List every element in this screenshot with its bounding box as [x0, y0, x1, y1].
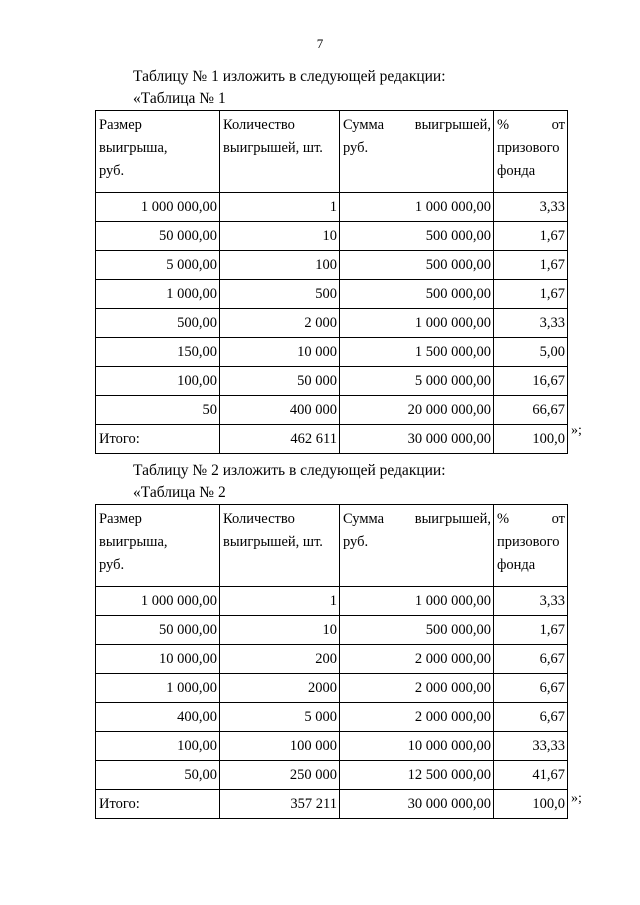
table1-header-percent: % от призового фонда	[494, 111, 568, 193]
table2-header-row	[96, 505, 568, 587]
page-number: 7	[316, 36, 324, 51]
table-row: 150,00 10 000 1 500 000,00 5,00	[96, 338, 568, 367]
table-row: 400,00 5 000 2 000 000,00 6,67	[96, 703, 568, 732]
table2-intro-line1: Таблицу № 2 изложить в следующей редакции:	[133, 462, 446, 479]
table1-closing-quote: »;	[571, 423, 582, 438]
table1-header-row	[96, 111, 568, 193]
table1-intro-line1: Таблицу № 1 изложить в следующей редакции:	[133, 68, 446, 85]
table1-intro	[133, 66, 446, 110]
table2	[95, 504, 568, 819]
table2-intro-line2: «Таблица № 2	[133, 484, 226, 501]
table1-header-size: Размер выигрыша, руб.	[96, 111, 220, 193]
table2-intro	[133, 460, 446, 504]
table-row: 50 400 000 20 000 000,00 66,67	[96, 396, 568, 425]
table-row: 1 000 000,00 1 1 000 000,00 3,33	[96, 193, 568, 222]
table1-header-sum: Сумма выигрышей, руб.	[340, 111, 494, 193]
table-row: 10 000,00 200 2 000 000,00 6,67	[96, 645, 568, 674]
table2-closing-quote: »;	[571, 791, 582, 806]
table-row: 500,00 2 000 1 000 000,00 3,33	[96, 309, 568, 338]
table1-total-row: Итого: 462 611 30 000 000,00 100,0	[96, 425, 568, 454]
table2-header-size: Размер выигрыша, руб.	[96, 505, 220, 587]
table-row: 50 000,00 10 500 000,00 1,67	[96, 616, 568, 645]
table2-header-count: Количество выигрышей, шт.	[220, 505, 340, 587]
table-row: 1 000 000,00 1 1 000 000,00 3,33	[96, 587, 568, 616]
table-row: 50 000,00 10 500 000,00 1,67	[96, 222, 568, 251]
table2-header-sum: Сумма выигрышей, руб.	[340, 505, 494, 587]
table1-header-count: Количество выигрышей, шт.	[220, 111, 340, 193]
table-row: 5 000,00 100 500 000,00 1,67	[96, 251, 568, 280]
table1	[95, 110, 568, 454]
table1-intro-line2: «Таблица № 1	[133, 90, 226, 107]
table-row: 100,00 50 000 5 000 000,00 16,67	[96, 367, 568, 396]
table2-header-percent: % от призового фонда	[494, 505, 568, 587]
table-row: 1 000,00 2000 2 000 000,00 6,67	[96, 674, 568, 703]
table-row: 100,00 100 000 10 000 000,00 33,33	[96, 732, 568, 761]
table2-total-row: Итого: 357 211 30 000 000,00 100,0	[96, 790, 568, 819]
table-row: 50,00 250 000 12 500 000,00 41,67	[96, 761, 568, 790]
table-row: 1 000,00 500 500 000,00 1,67	[96, 280, 568, 309]
